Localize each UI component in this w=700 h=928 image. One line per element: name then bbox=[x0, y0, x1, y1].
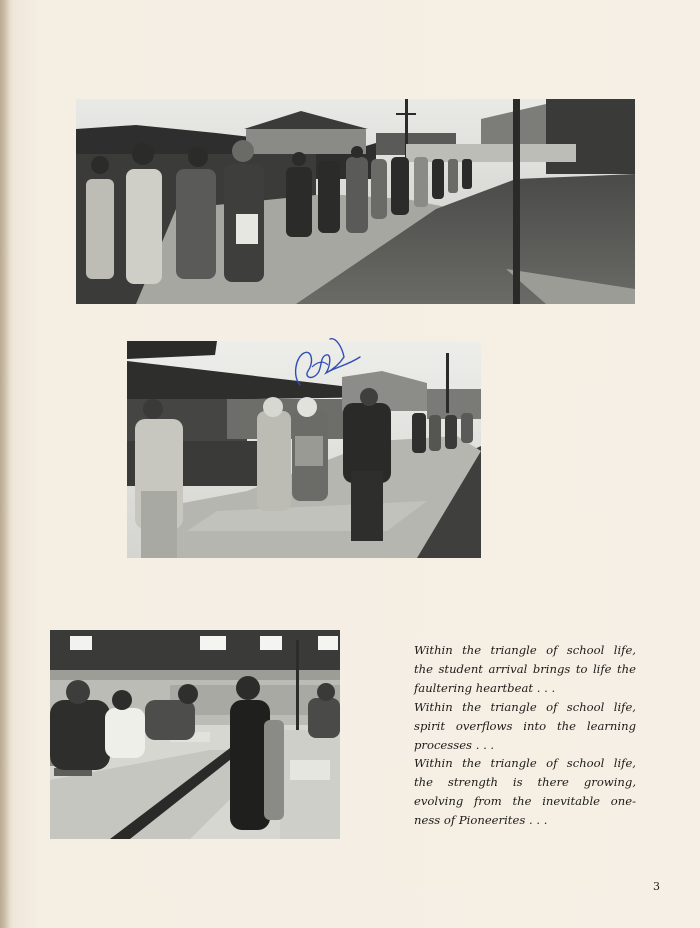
caption-line: evolving from the inevitable one- bbox=[414, 794, 636, 809]
caption-paragraph-1 bbox=[414, 641, 636, 698]
caption-line: the strength is there growing, bbox=[414, 775, 636, 790]
students-walking-in-rain-photo bbox=[127, 341, 481, 558]
caption-line: Within the triangle of school life, bbox=[414, 643, 636, 657]
caption-line: spirit overflows into the learning bbox=[414, 718, 636, 733]
caption-text-block bbox=[414, 641, 636, 830]
caption-line: the student arrival brings to life the bbox=[414, 661, 636, 676]
caption-line: processes . . . bbox=[414, 737, 495, 752]
caption-paragraph-2 bbox=[414, 698, 636, 755]
caption-paragraph-3 bbox=[414, 754, 636, 830]
page-number: 3 bbox=[653, 880, 660, 893]
caption-line: Within the triangle of school life, bbox=[414, 756, 636, 771]
caption-line: faultering heartbeat . . . bbox=[414, 680, 556, 695]
students-walking-on-campus-path-photo bbox=[76, 99, 635, 304]
caption-line: Within the triangle of school life, bbox=[414, 699, 636, 714]
library-counter-interior-photo bbox=[50, 630, 340, 839]
caption-line: ness of Pioneerites . . . bbox=[414, 813, 548, 828]
binding-shadow bbox=[0, 0, 10, 928]
